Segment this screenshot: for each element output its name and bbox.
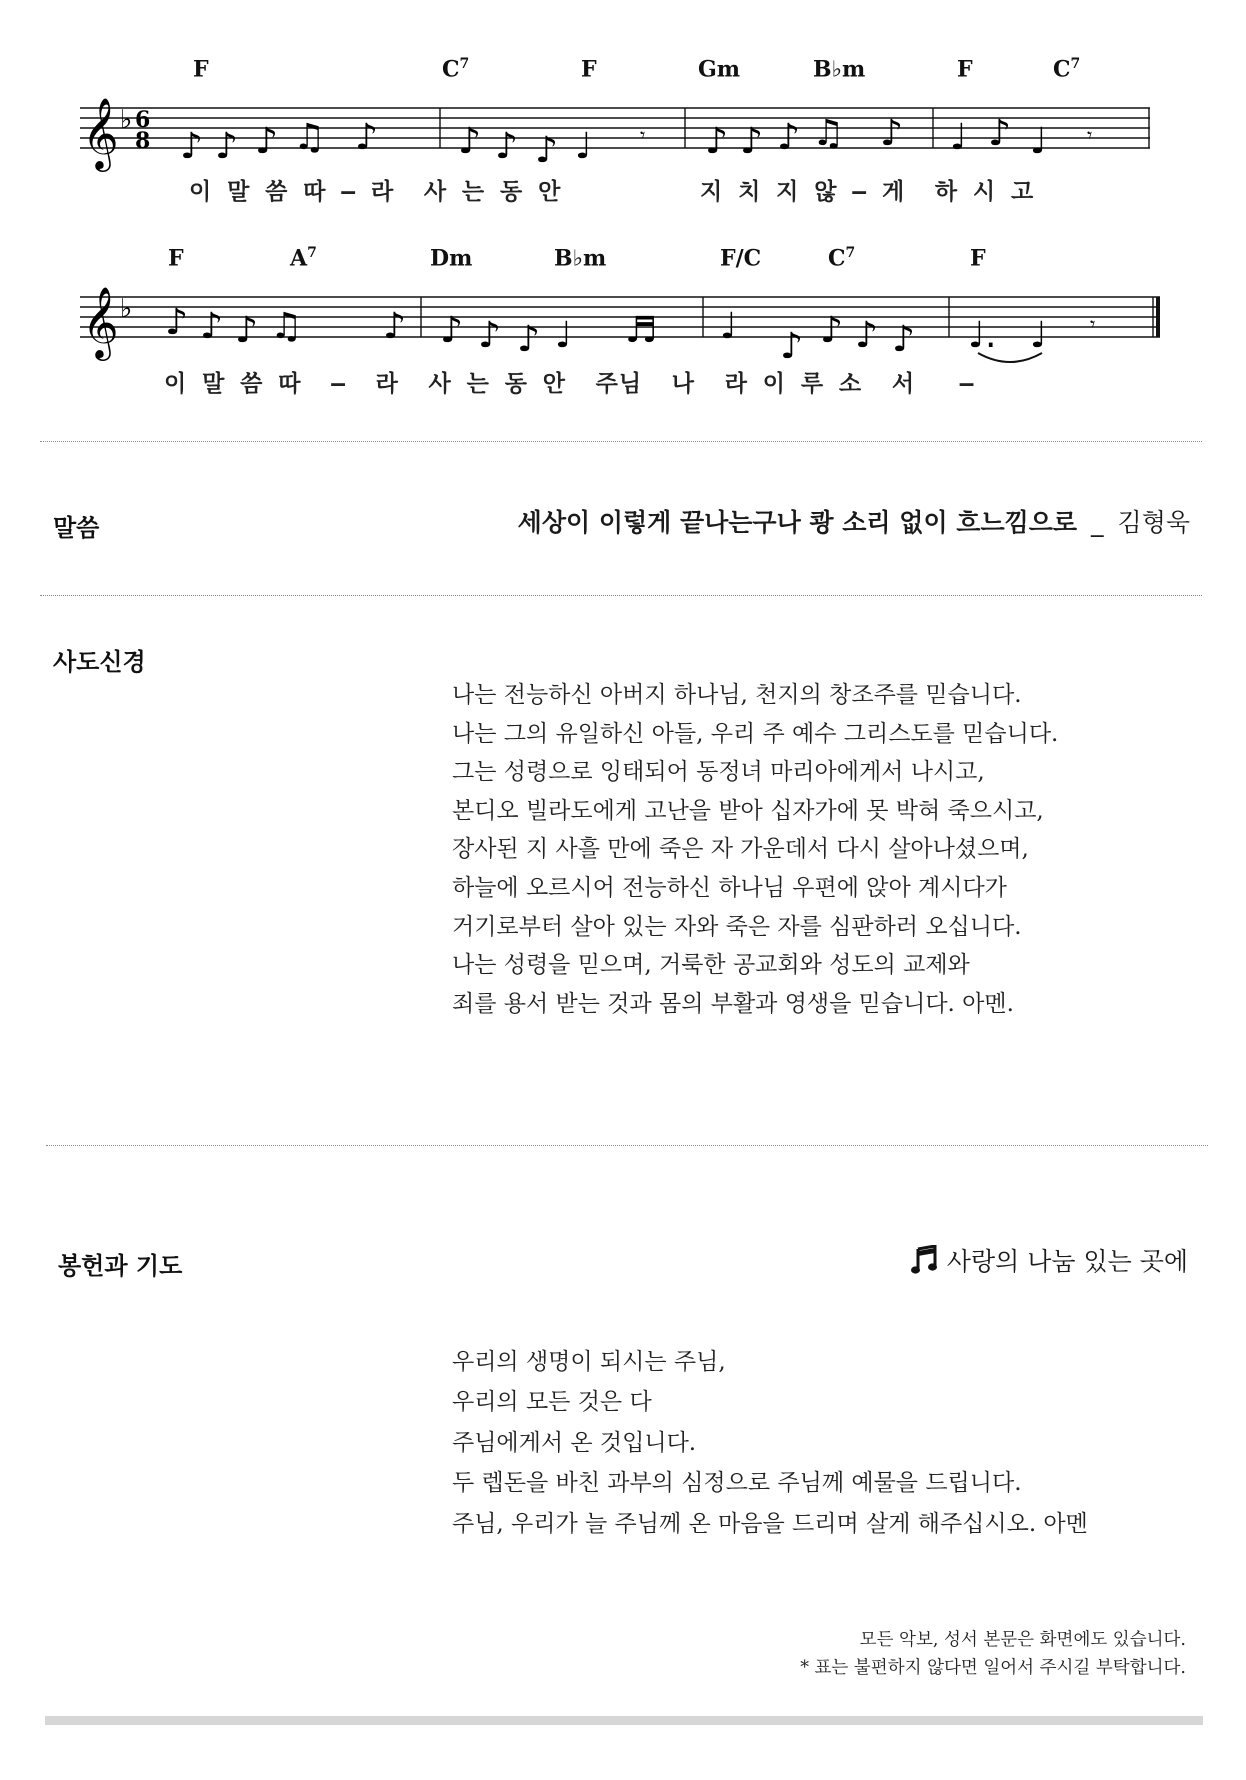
chord-label: F — [581, 56, 597, 83]
svg-text:♪: ♪ — [495, 126, 518, 167]
svg-text:♪: ♪ — [255, 121, 278, 162]
svg-text:♪: ♪ — [780, 326, 803, 367]
lyrics: 이 말 씀 따 – 라 사 는 동 안 주님 나 라 이 루 소 서 – — [164, 371, 975, 397]
chord-label: $C^7$ — [828, 245, 856, 272]
svg-text:6: 6 — [135, 107, 151, 133]
score-line-2 — [80, 241, 1170, 411]
svg-text:♪: ♪ — [740, 121, 763, 162]
svg-text:♪: ♪ — [200, 306, 223, 347]
svg-text:♫: ♫ — [812, 113, 845, 154]
svg-text:♪: ♪ — [705, 121, 728, 162]
svg-text:♩: ♩ — [1030, 315, 1047, 356]
creed-line: 죄를 용서 받는 것과 몸의 부활과 영생을 믿습니다. 아멘. — [452, 990, 1014, 1017]
svg-text:8: 8 — [135, 128, 151, 154]
creed-line: 거기로부터 살아 있는 자와 죽은 자를 심판하러 오십니다. — [452, 913, 1022, 940]
sermon-label: 말씀 — [53, 514, 100, 542]
sermon-title: 세상이 이렇게 끝나는구나 쾅 소리 없이 흐느낌으로 — [517, 508, 1078, 537]
flat-icon: ♭ — [120, 294, 133, 324]
prayer-line: 두 렙돈을 바친 과부의 심정으로 주님께 예물을 드립니다. — [452, 1470, 1022, 1497]
creed-line: 나는 전능하신 아버지 하나님, 천지의 창조주를 믿습니다. — [452, 682, 1022, 708]
bottom-bar — [45, 1716, 1203, 1725]
footer-line: * 표는 불편하지 않다면 일어서 주시길 부탁합니다. — [800, 1658, 1186, 1678]
creed-line: 나는 그의 유일하신 아들, 우리 주 예수 그리스도를 믿습니다. — [452, 720, 1059, 747]
chord-label: F — [193, 56, 209, 83]
chord-label: F/C — [720, 245, 762, 272]
lyrics: 이 말 씀 따 – 라 사 는 동 안 — [189, 179, 562, 205]
chord-label: Dm — [430, 245, 473, 272]
svg-text:♫: ♫ — [293, 117, 326, 158]
svg-text:𝄾: 𝄾 — [1090, 312, 1096, 336]
creed-label: 사도신경 — [53, 648, 146, 676]
svg-text:♩: ♩ — [720, 306, 737, 347]
svg-text:♬: ♬ — [625, 310, 658, 351]
chord-label: B♭m — [554, 245, 607, 272]
svg-text:♫: ♫ — [270, 306, 303, 347]
chord-label: $A^7$ — [290, 245, 317, 272]
prayer-line: 주님, 우리가 늘 주님께 온 마음을 드리며 살게 해주십시오. 아멘 — [452, 1510, 1088, 1537]
creed-line: 장사된 지 사흘 만에 죽은 자 가운데서 다시 살아나셨으며, — [452, 836, 1029, 863]
divider — [40, 441, 1202, 442]
prayer-text — [452, 1342, 1088, 1544]
svg-text:♪: ♪ — [355, 117, 378, 158]
svg-text:♪: ♪ — [988, 113, 1011, 154]
chord-label: B♭m — [813, 56, 866, 83]
svg-text:𝄾: 𝄾 — [640, 123, 646, 147]
divider — [46, 1145, 1208, 1146]
notes — [165, 302, 1095, 367]
svg-text:♩: ♩ — [575, 126, 592, 167]
svg-text:♪: ♪ — [820, 310, 843, 351]
hymn-title: 사랑의 나눔 있는 곳에 — [946, 1247, 1188, 1276]
flat-icon: ♭ — [120, 105, 133, 135]
treble-clef-icon: 𝄞 — [82, 285, 119, 358]
prayer-line: 주님에게서 온 것입니다. — [452, 1429, 697, 1456]
treble-clef-icon: 𝄞 — [82, 96, 119, 169]
sermon-info — [518, 503, 1190, 539]
svg-text:♪: ♪ — [777, 117, 800, 158]
chord-label: $C^7$ — [1053, 56, 1081, 83]
chord-label: $C^7$ — [442, 56, 470, 83]
svg-text:𝄾: 𝄾 — [1087, 123, 1093, 147]
creed-line: 나는 성령을 믿으며, 거룩한 공교회와 성도의 교제와 — [452, 952, 970, 979]
svg-text:♩: ♩ — [555, 315, 572, 356]
footer-note — [800, 1626, 1186, 1682]
divider — [40, 595, 1202, 596]
svg-text:♩: ♩ — [950, 117, 967, 158]
offering-label: 봉헌과 기도 — [58, 1252, 183, 1280]
svg-text:♪: ♪ — [458, 121, 481, 162]
creed-line: 본디오 빌라도에게 고난을 받아 십자가에 못 박혀 죽으시고, — [452, 797, 1044, 824]
svg-text:♪: ♪ — [478, 315, 501, 356]
prayer-line: 우리의 모든 것은 다 — [452, 1389, 652, 1416]
creed-line: 하늘에 오르시어 전능하신 하나님 우편에 앉아 계시다가 — [452, 874, 1007, 901]
lyrics: 지 치 지 않 – 게 하 시 고 — [700, 179, 1035, 205]
svg-text:♪: ♪ — [383, 306, 406, 347]
svg-text:♪: ♪ — [215, 126, 238, 167]
sermon-separator: _ — [1091, 508, 1104, 537]
svg-text:♪: ♪ — [880, 113, 903, 154]
creed-text — [452, 676, 1058, 1023]
chord-label: F — [168, 245, 184, 272]
sermon-author: 김형욱 — [1117, 508, 1190, 537]
chord-label: F — [970, 245, 986, 272]
svg-text:♪: ♪ — [235, 310, 258, 351]
svg-text:♪: ♪ — [165, 302, 188, 343]
svg-text:♪: ♪ — [440, 310, 463, 351]
notes — [180, 113, 1092, 171]
svg-text:♪: ♪ — [855, 315, 878, 356]
music-note-icon — [911, 1245, 937, 1275]
chord-label: F — [957, 56, 973, 83]
svg-text:♩: ♩ — [1030, 121, 1047, 162]
prayer-line: 우리의 생명이 되시는 주님, — [452, 1349, 726, 1375]
svg-text:♪: ♪ — [535, 130, 558, 171]
svg-text:♪: ♪ — [892, 319, 915, 360]
footer-line: 모든 악보, 성서 본문은 화면에도 있습니다. — [859, 1630, 1186, 1650]
svg-text:♪: ♪ — [517, 319, 540, 360]
hymn-info — [911, 1242, 1188, 1278]
svg-text:♩.: ♩. — [968, 315, 997, 356]
score-line-1 — [80, 52, 1170, 222]
chord-label: Gm — [698, 56, 741, 83]
creed-line: 그는 성령으로 잉태되어 동정녀 마리아에게서 나시고, — [452, 759, 985, 786]
svg-text:♪: ♪ — [180, 126, 203, 167]
